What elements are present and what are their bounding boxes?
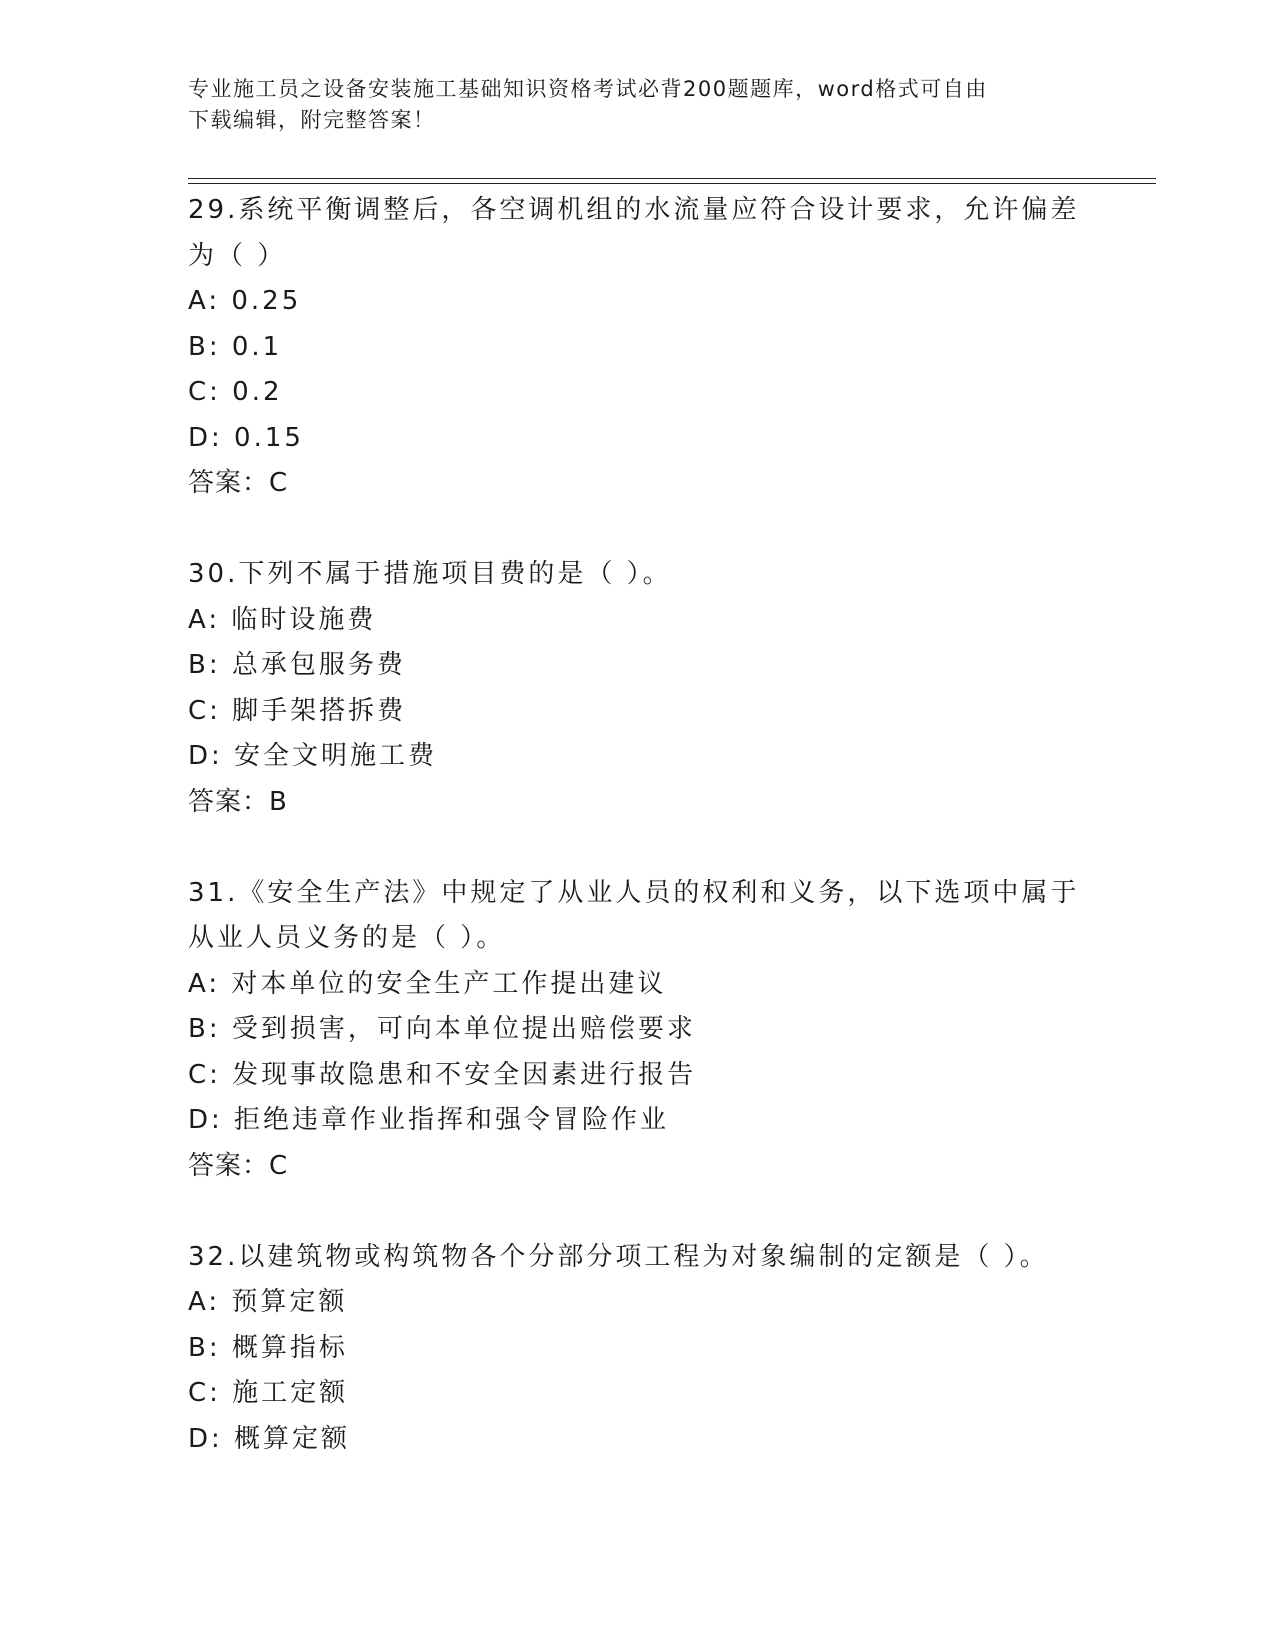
- question-29: [188, 188, 1088, 507]
- spacer: [188, 825, 1088, 871]
- answer: 答案：C: [188, 1150, 289, 1181]
- option-d: D: 安全文明施工费: [188, 741, 438, 771]
- document-header: [188, 74, 1068, 136]
- question-text: 31.《安全生产法》中规定了从业人员的权利和义务，以下选项中属于: [188, 877, 1080, 908]
- question-31: [188, 871, 1088, 1190]
- header-divider-bottom: [188, 183, 1156, 184]
- header-divider-top: [188, 178, 1156, 179]
- answer: 答案：B: [188, 786, 288, 817]
- option-a: A: 预算定额: [188, 1287, 348, 1317]
- option-d: D: 概算定额: [188, 1423, 351, 1454]
- question-text-cont: 从业人员义务的是（ ）。: [188, 923, 506, 953]
- spacer: [188, 507, 1088, 553]
- question-30: [188, 552, 1088, 825]
- option-c: C: 发现事故隐患和不安全因素进行报告: [188, 1059, 697, 1090]
- option-b: B: 总承包服务费: [188, 650, 406, 680]
- option-a: A: 临时设施费: [188, 604, 377, 635]
- question-list: [188, 188, 1088, 1462]
- option-b: B: 0.1: [188, 331, 283, 362]
- spacer: [188, 1189, 1088, 1235]
- question-text: 29.系统平衡调整后，各空调机组的水流量应符合设计要求，允许偏差: [188, 195, 1080, 225]
- question-text-cont: 为（ ）: [188, 240, 287, 271]
- option-d: D: 0.15: [188, 422, 304, 453]
- option-c: C: 施工定额: [188, 1378, 349, 1408]
- header-title-line-2: 下载编辑，附完整答案！: [188, 108, 436, 132]
- header-title-line-1: 专业施工员之设备安装施工基础知识资格考试必背200题题库，word格式可自由: [188, 77, 988, 101]
- question-text: 32.以建筑物或构筑物各个分部分项工程为对象编制的定额是（ ）。: [188, 1241, 1049, 1272]
- option-a: A: 对本单位的安全生产工作提出建议: [188, 968, 667, 999]
- option-a: A: 0.25: [188, 286, 302, 316]
- option-c: C: 0.2: [188, 377, 283, 407]
- option-b: B: 概算指标: [188, 1332, 348, 1363]
- answer: 答案：C: [188, 468, 289, 498]
- option-d: D: 拒绝违章作业指挥和强令冒险作业: [188, 1105, 670, 1135]
- question-32: [188, 1235, 1088, 1463]
- question-text: 30.下列不属于措施项目费的是（ ）。: [188, 559, 672, 589]
- option-b: B: 受到损害，可向本单位提出赔偿要求: [188, 1014, 696, 1044]
- option-c: C: 脚手架搭拆费: [188, 695, 407, 726]
